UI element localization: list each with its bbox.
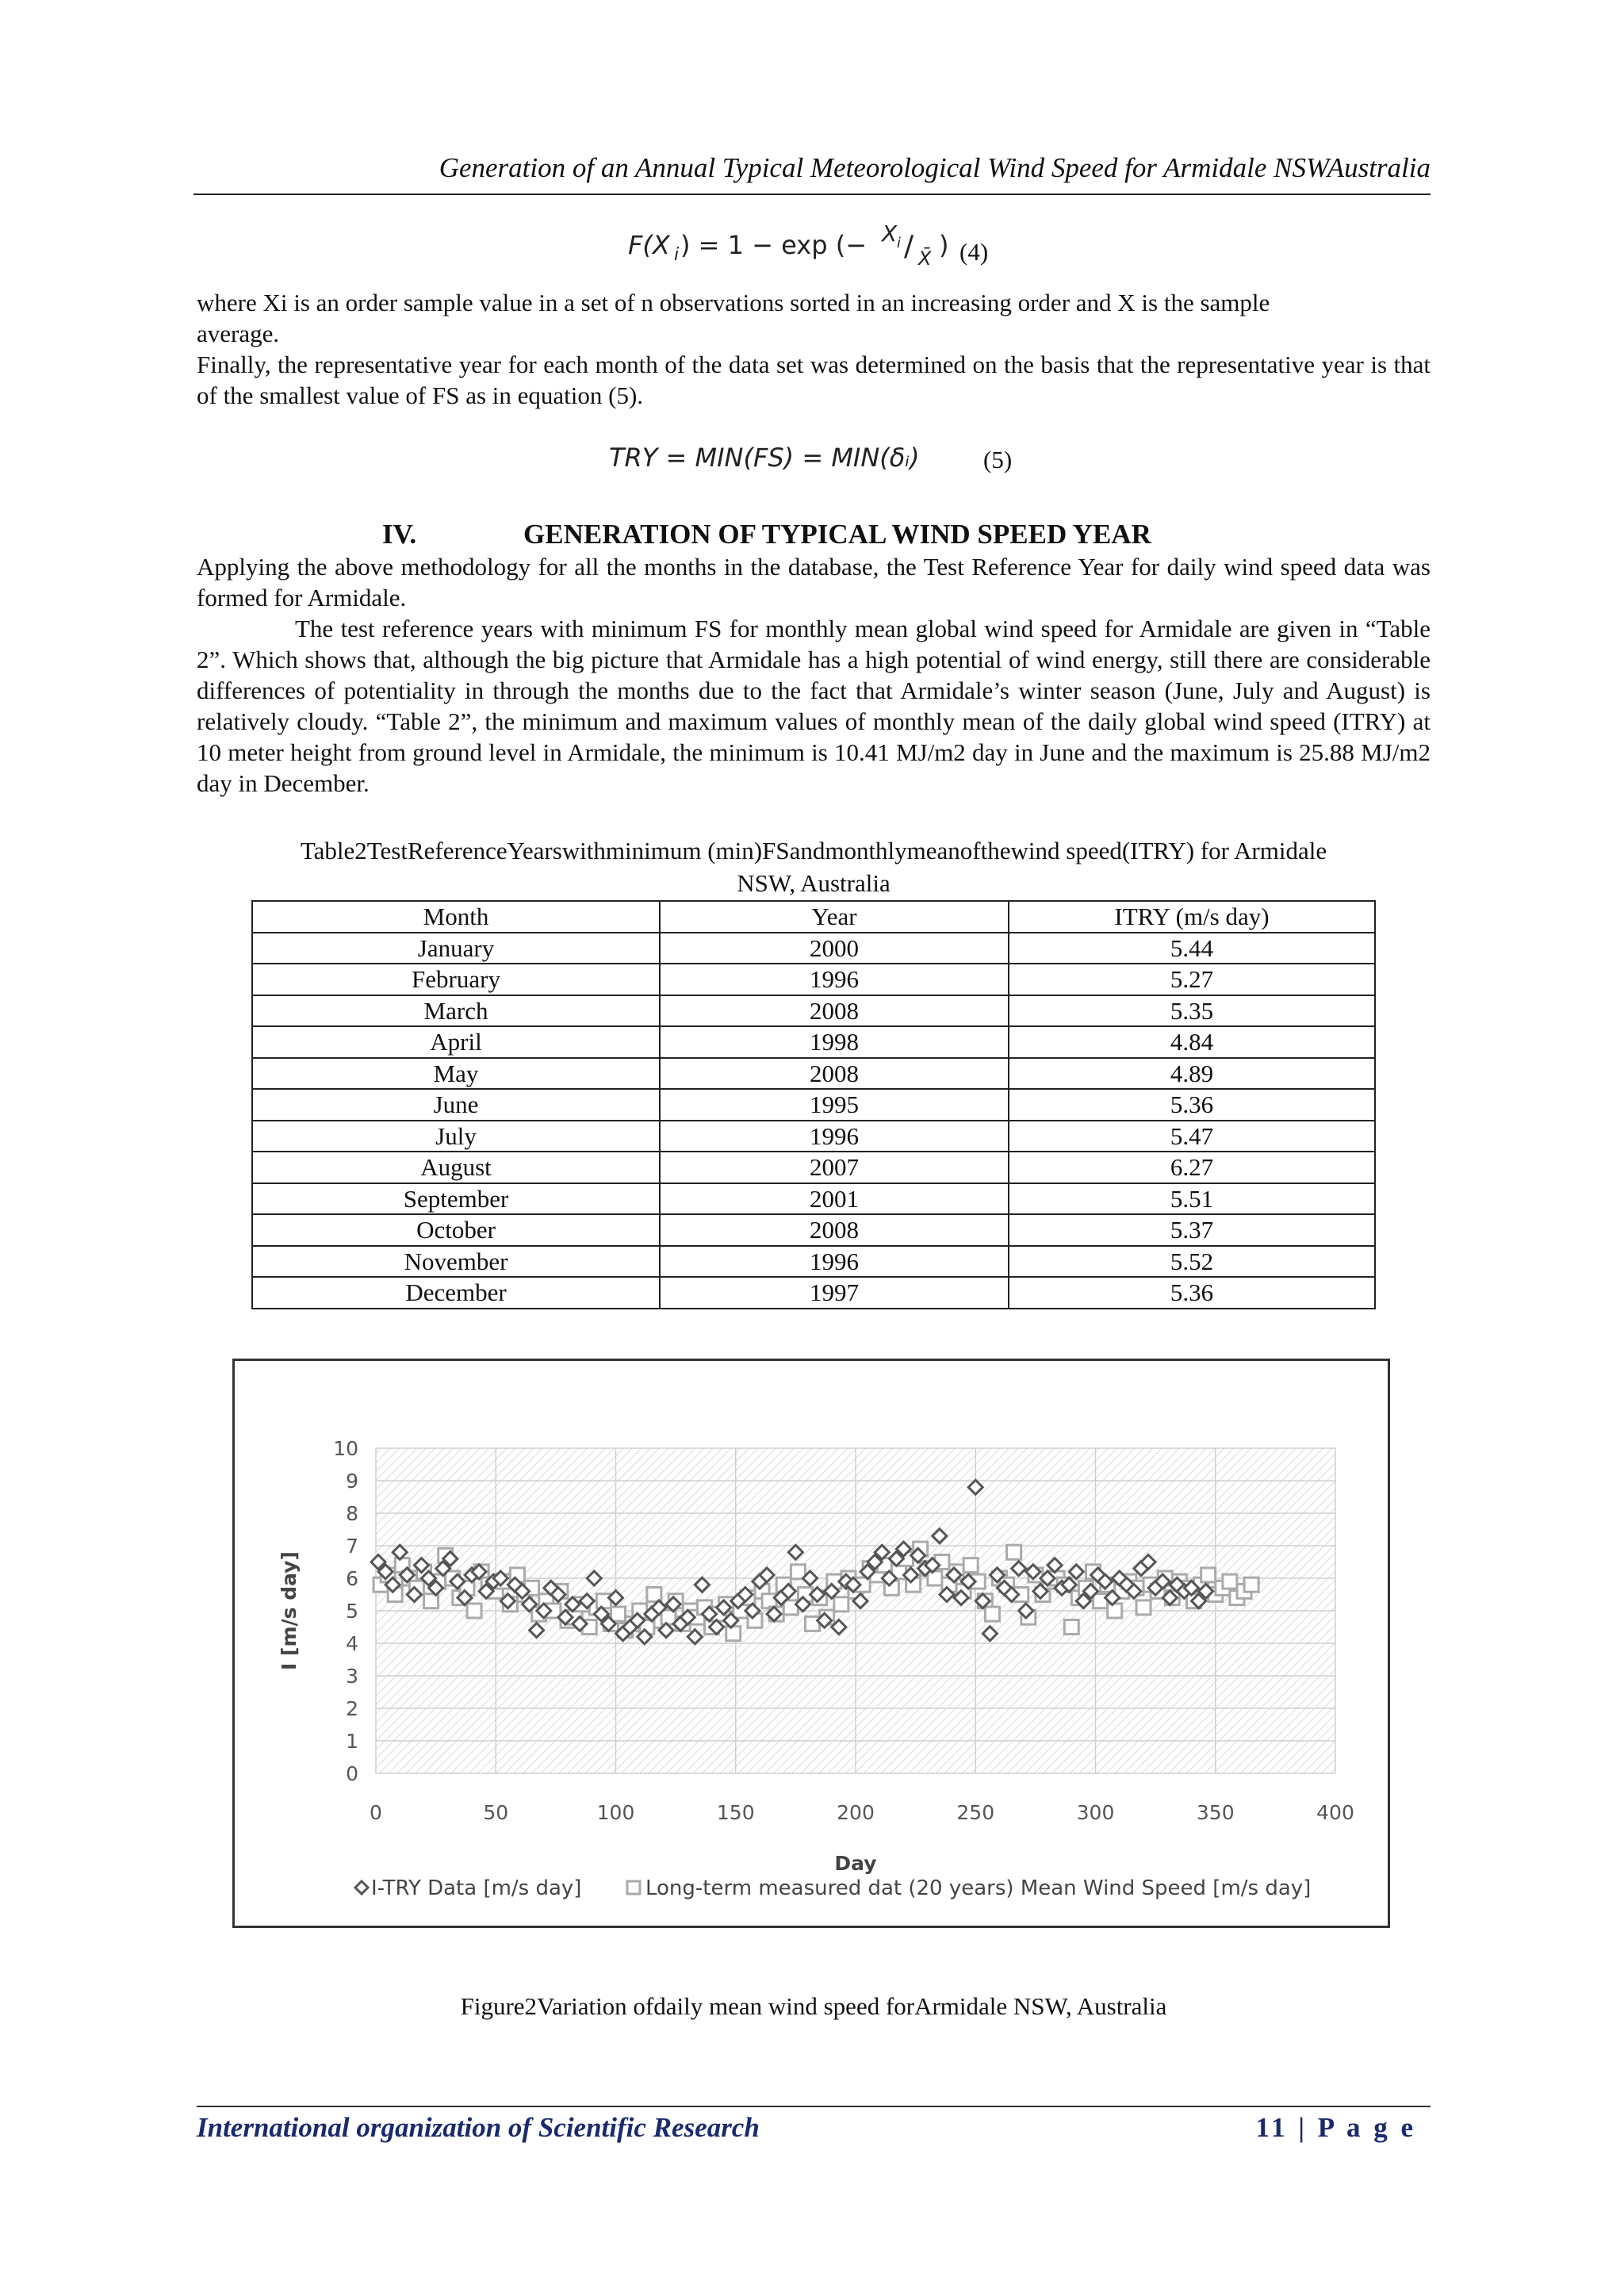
y-tick-label: 5 [346,1600,358,1623]
wind-speed-chart [232,1359,1390,1928]
column-header: Year [660,901,1009,933]
y-axis-ticks [333,1437,358,1785]
table-caption-line: NSW, Australia [737,869,891,897]
cell-month: April [252,1026,660,1058]
data-point-long-term [467,1604,481,1618]
table-caption-line: Table2TestReferenceYearswithminimum (min)FSandmonthlymeanofthewind speed(ITRY) for Armidale [300,837,1327,864]
svg-text:F(X: F(X [628,230,670,260]
svg-text:) = 1 − exp (−: ) = 1 − exp (− [680,230,867,260]
cell-year: 2001 [660,1183,1009,1215]
data-point-long-term [1108,1604,1122,1618]
paragraph-definitions [197,287,1431,411]
data-point-long-term [611,1607,626,1621]
cell-itry: 5.44 [1009,933,1375,964]
reference-years-table [251,900,1376,1309]
figure-caption: Figure2Variation ofdaily mean wind speed forArmidale NSW, Australia [460,1992,1167,2020]
column-header: ITRY (m/s day) [1009,901,1375,933]
paragraph-line: average. [197,320,280,347]
legend [355,1876,1311,1900]
cell-itry: 5.35 [1009,995,1375,1027]
cell-month: February [252,964,660,995]
y-axis-label: I [m/s day] [278,1551,301,1670]
equation-5-formula [609,435,982,482]
x-tick-label: 0 [370,1801,382,1824]
cell-month: March [252,995,660,1027]
cell-year: 2007 [660,1152,1009,1183]
cell-itry: 5.27 [1009,964,1375,995]
y-tick-label: 2 [346,1697,358,1720]
cell-year: 2008 [660,995,1009,1027]
paragraph-methodology [197,551,1431,799]
data-point-long-term [1136,1600,1151,1615]
table-row [252,1214,1375,1246]
data-point-long-term [834,1597,848,1612]
y-tick-label: 1 [346,1730,358,1753]
svg-text:): ) [939,230,949,260]
data-point-long-term [963,1558,978,1573]
svg-text:i: i [897,235,902,251]
table-row [252,964,1375,995]
cell-month: January [252,933,660,964]
data-point-long-term [928,1571,942,1585]
cell-year: 1995 [660,1089,1009,1121]
legend-label-long-term: Long-term measured dat (20 years) Mean Wind Speed [m/s day] [645,1876,1312,1900]
cell-itry: 5.51 [1009,1183,1375,1215]
table-row [252,933,1375,964]
cell-itry: 4.84 [1009,1026,1375,1058]
cell-itry: 6.27 [1009,1152,1375,1183]
cell-year: 1996 [660,1246,1009,1278]
cell-itry: 5.36 [1009,1277,1375,1309]
section-number: IV. [382,519,417,550]
cell-month: November [252,1246,660,1278]
cell-itry: 5.37 [1009,1214,1375,1246]
chart-canvas [235,1361,1388,1926]
svg-text:/: / [904,230,914,263]
legend-square-marker [627,1881,640,1894]
table-row [252,1246,1375,1278]
paragraph-line: Applying the above methodology for all the months in the database, the Test Reference Year for daily wind speed data was formed for Armidale. [197,553,1431,611]
cell-itry: 4.89 [1009,1058,1375,1090]
table-row [252,1152,1375,1183]
cell-month: July [252,1121,660,1152]
equation-4-number: (4) [959,238,989,266]
section-title: GENERATION OF TYPICAL WIND SPEED YEAR [523,519,1151,550]
cell-itry: 5.52 [1009,1246,1375,1278]
cell-year: 1998 [660,1026,1009,1058]
y-tick-label: 10 [333,1437,358,1460]
y-tick-label: 6 [346,1567,358,1590]
y-tick-label: 9 [346,1470,358,1493]
table-row [252,1058,1375,1090]
x-tick-label: 400 [1316,1801,1354,1824]
x-tick-label: 200 [837,1801,875,1824]
data-point-long-term [1244,1577,1258,1592]
footer-page-number: 11 | P a g e [1255,2112,1416,2143]
data-point-long-term [985,1607,999,1621]
x-axis-label: Day [834,1852,877,1875]
table-row [252,1089,1375,1121]
x-tick-label: 250 [956,1801,995,1824]
y-tick-label: 4 [346,1632,358,1655]
x-tick-label: 100 [596,1801,635,1824]
svg-text:X̄: X̄ [918,247,932,270]
x-tick-label: 150 [716,1801,755,1824]
equation-4 [628,214,1001,285]
paragraph-line: where Xi is an order sample value in a set of n observations sorted in an increasing order and X is the sample [197,289,1270,316]
cell-year: 1997 [660,1277,1009,1309]
y-tick-label: 0 [346,1762,358,1785]
x-tick-label: 350 [1196,1801,1235,1824]
data-point-long-term [726,1627,741,1641]
equation-5 [609,435,982,489]
footer-journal: International organization of Scientific Research [197,2112,760,2143]
cell-year: 2000 [660,933,1009,964]
running-header [193,152,1431,195]
table-row [252,1183,1375,1215]
cell-month: May [252,1058,660,1090]
x-tick-label: 50 [483,1801,509,1824]
svg-text:X: X [882,220,898,247]
paragraph-results: The test reference years with minimum FS for monthly mean global wind speed for Armidale are given in “Table 2”. Which shows that, although the big picture that Armidale has a high potential of wind energy, still there are considerable differences of potentiality in through the months due to the fact that Armidale’s winter season (June, July and August) is relatively cloudy. “Table 2”, the minimum and maximum values of monthly mean of the daily global wind speed (ITRY) at 10 meter height from ground level in Armidale, the minimum is 10.41 MJ/m2 day in June and the maximum is 25.88 MJ/m2 day in December. [197,615,1431,797]
cell-itry: 5.47 [1009,1121,1375,1152]
cell-month: December [252,1277,660,1309]
footer-divider [197,2106,1431,2107]
table-row [252,1026,1375,1058]
cell-month: September [252,1183,660,1215]
data-point-long-term [1007,1545,1021,1559]
svg-text:TRY = MIN(FS) = MIN(δᵢ): TRY = MIN(FS) = MIN(δᵢ) [609,443,920,473]
data-point-long-term [1064,1620,1078,1635]
svg-text:i: i [674,245,680,265]
table-row [252,1277,1375,1309]
table-header-row [252,901,1375,933]
legend-label-itry: I-TRY Data [m/s day] [371,1876,582,1900]
column-header: Month [252,901,660,933]
paragraph-representative-year: Finally, the representative year for each month of the data set was determined on the basis that the representative year is that of the smallest value of FS as in equation (5). [197,351,1431,409]
cell-year: 2008 [660,1058,1009,1090]
table-row [252,995,1375,1027]
y-tick-label: 3 [346,1665,358,1688]
cell-itry: 5.36 [1009,1089,1375,1121]
table-caption [197,834,1431,899]
equation-5-number: (5) [983,446,1013,473]
y-tick-label: 8 [346,1502,358,1525]
cell-month: October [252,1214,660,1246]
cell-month: June [252,1089,660,1121]
data-point-long-term [1223,1574,1237,1589]
cell-year: 1996 [660,1121,1009,1152]
x-tick-label: 300 [1076,1801,1115,1824]
equation-4-formula [628,214,1001,278]
x-axis-ticks [370,1801,1354,1824]
cell-month: August [252,1152,660,1183]
y-tick-label: 7 [346,1535,358,1558]
data-point-long-term [1201,1568,1216,1582]
cell-year: 1996 [660,964,1009,995]
cell-year: 2008 [660,1214,1009,1246]
table-row [252,1121,1375,1152]
legend-diamond-marker [355,1881,368,1894]
running-title: Generation of an Annual Typical Meteorological Wind Speed for Armidale NSWAustralia [439,152,1431,183]
